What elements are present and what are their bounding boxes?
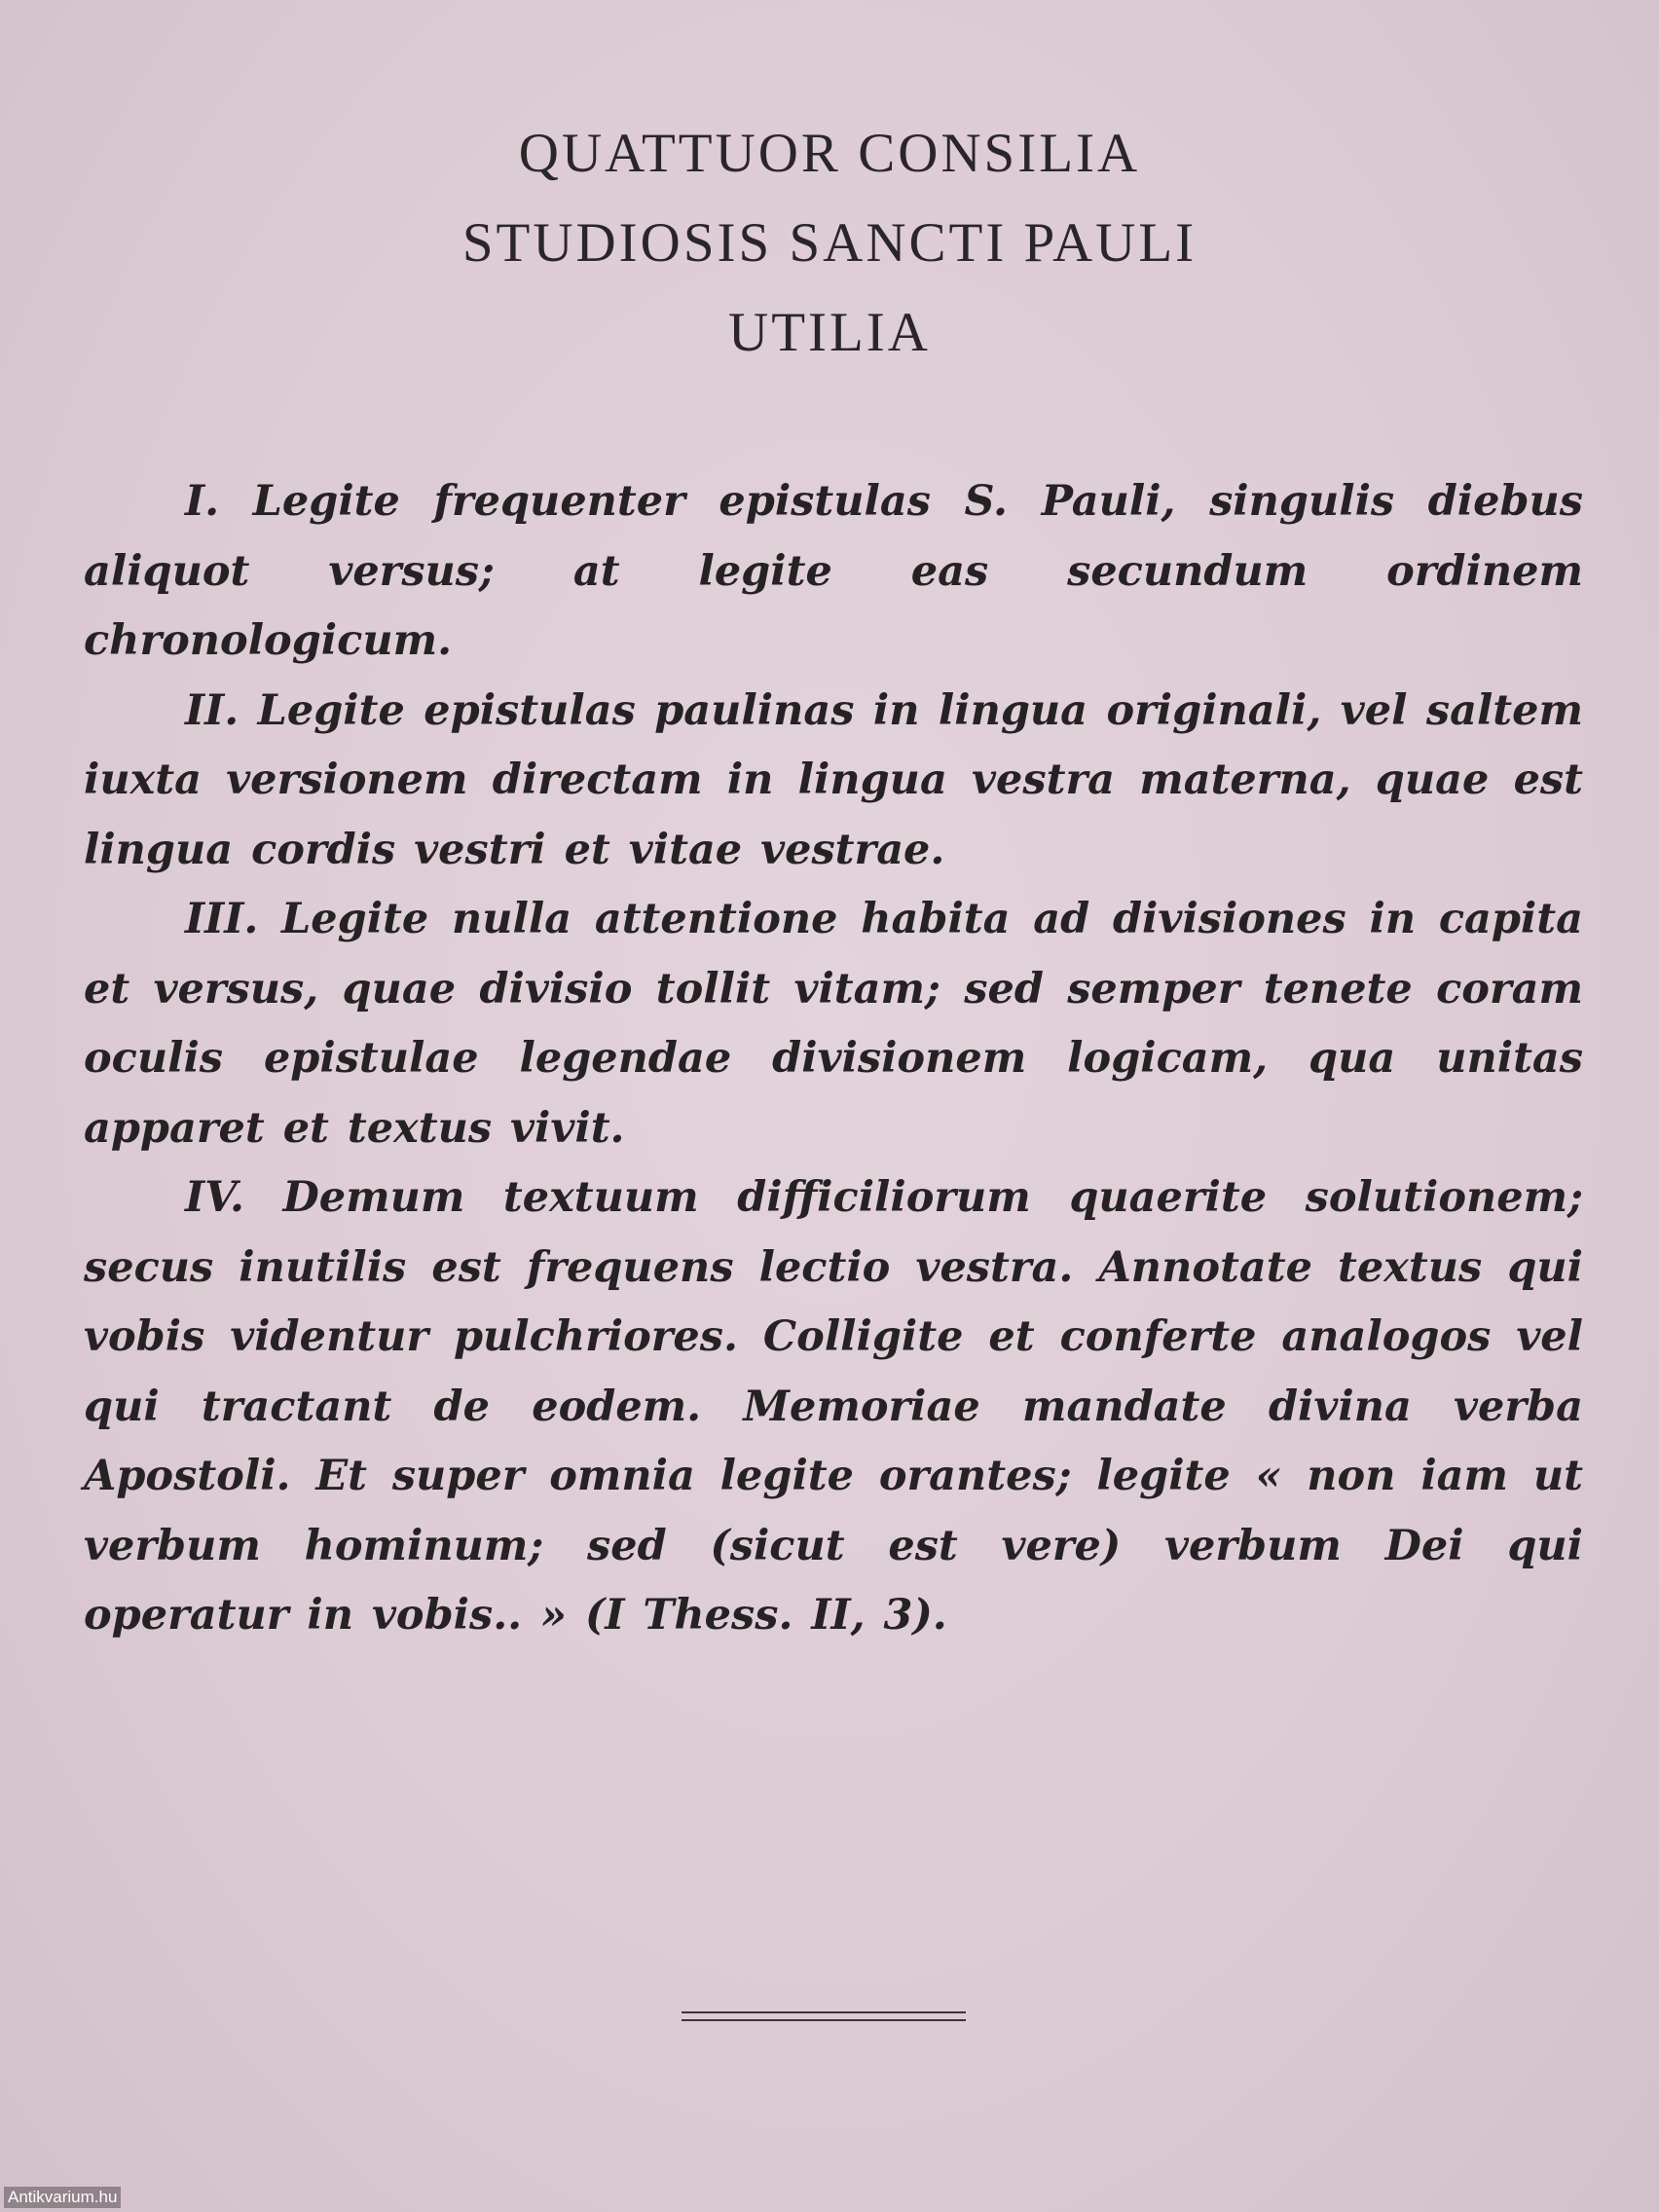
ornament-rule-top	[682, 2011, 966, 2013]
body-text	[84, 467, 1583, 1651]
paragraph-3: III. Legite nulla attentione habita ad divisiones in capita et versus, quae divisio tollit vitam; sed semper tenete coram oculis epistulae legendae divisionem logicam, qua unitas apparet et textus vivit.	[84, 895, 1583, 1153]
paragraph-1: I. Legite frequenter epistulas S. Pauli, singulis diebus aliquot versus; at legite eas secundum ordinem chronologicum.	[84, 477, 1583, 665]
title-line-2: STUDIOSIS SANCTI PAULI	[461, 212, 1198, 274]
watermark: Antikvarium.hu	[4, 2187, 121, 2208]
paragraph-4: IV. Demum textuum difficiliorum quaerite solutionem; secus inutilis est frequens lectio vestra. Annotate textus qui vobis videntur pulchriores. Colligite et conferte analogos vel qui tractant de eodem. Memoriae mandate divina verba Apostoli. Et super omnia legite orantes; legite « non iam ut verbum hominum; sed (sicut est vere) verbum Dei qui operatur in vobis.. » (I Thess. II, 3).	[84, 1173, 1583, 1640]
title-line-1: QUATTUOR CONSILIA	[518, 123, 1141, 184]
page-title	[0, 109, 1659, 378]
ornament-rule-bottom	[682, 2019, 966, 2021]
title-line-3: UTILIA	[728, 302, 931, 363]
paragraph-2: II. Legite epistulas paulinas in lingua originali, vel saltem iuxta versionem directam in lingua vestra materna, quae est lingua cordis vestri et vitae vestrae.	[84, 685, 1583, 874]
